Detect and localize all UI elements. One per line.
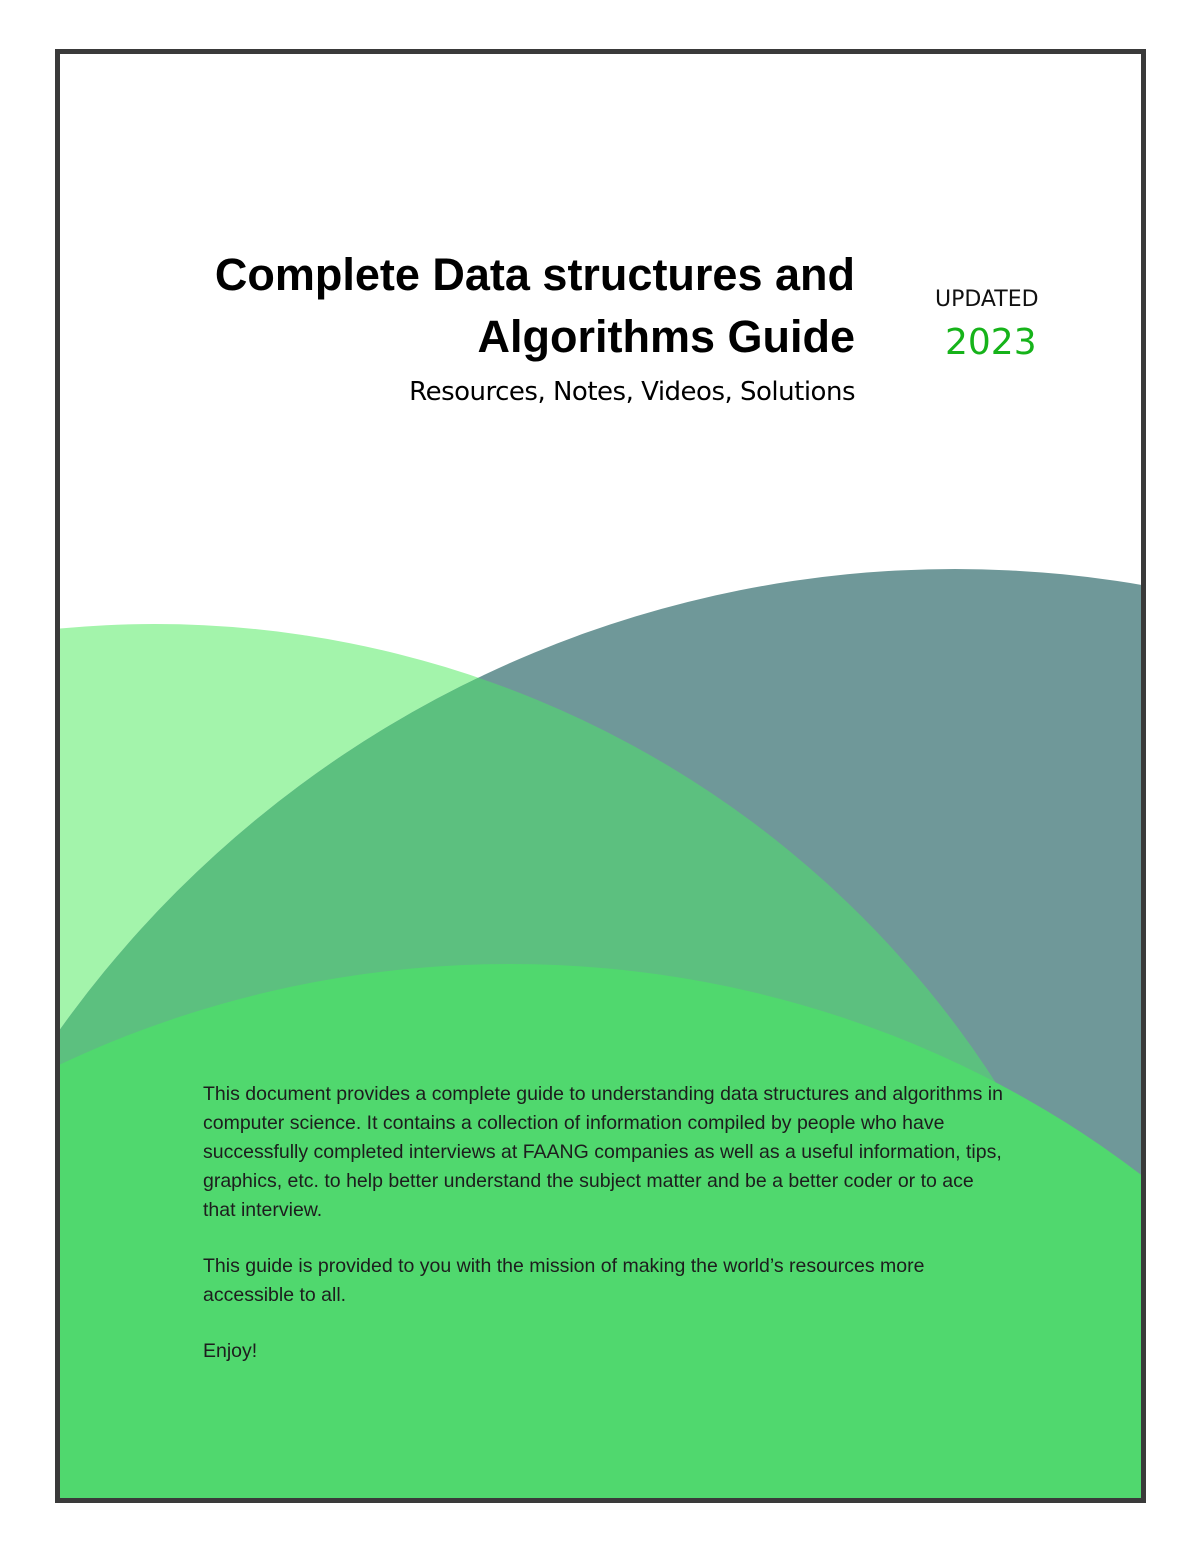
- title-block: [95, 244, 855, 412]
- document-subtitle: Resources, Notes, Videos, Solutions: [409, 377, 855, 407]
- updated-year: 2023: [945, 322, 1037, 363]
- description-text: [203, 1080, 1003, 1393]
- description-paragraph-2: This guide is provided to you with the mission of making the world’s resources more accessible to all.: [203, 1255, 925, 1306]
- document-title-line-1: Complete Data structures and: [214, 249, 855, 300]
- document-cover-page: [55, 49, 1146, 1503]
- description-paragraph-3: Enjoy!: [203, 1340, 258, 1362]
- document-title-line-2: Algorithms Guide: [477, 311, 855, 362]
- updated-label: UPDATED: [935, 287, 1039, 312]
- description-paragraph-1: This document provides a complete guide to understanding data structures and algorithms in computer science. It contains a collection of information compiled by people who have successfully completed interviews at FAANG companies as well as a useful information, tips, graphics, etc. to help better understand the subject matter and be a better coder or to ace that interview.: [203, 1083, 1003, 1221]
